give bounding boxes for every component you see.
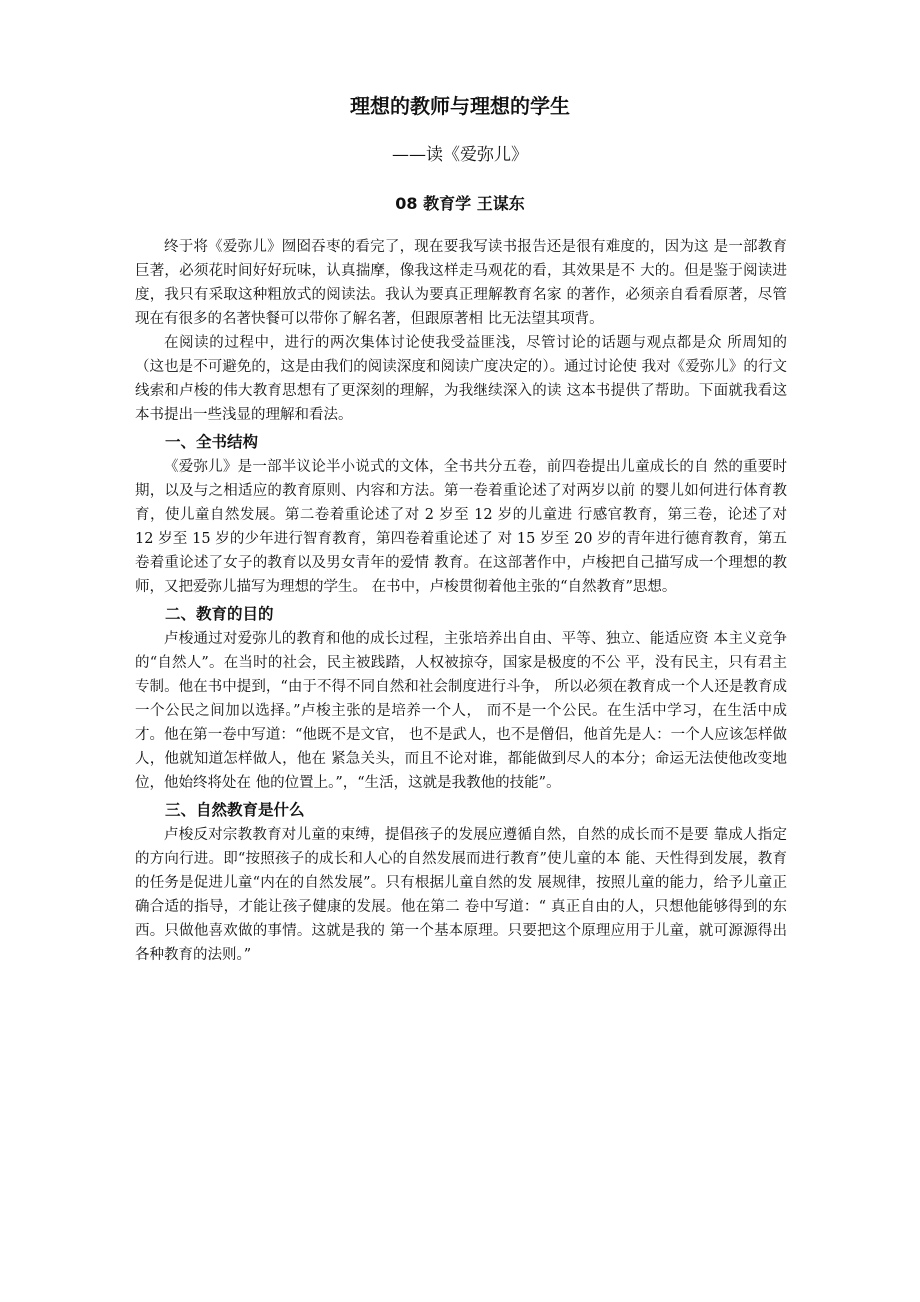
section-heading-structure: 一、全书结构: [165, 433, 259, 451]
section-heading-purpose: 二、教育的目的: [165, 605, 274, 623]
section-paragraph-structure: 《爱弥儿》是一部半议论半小说式的文体，全书共分五卷，前四卷提出儿童成长的自 然的重要时期，以及与之相适应的教育原则、内容和方法。第一卷着重论述了对两岁以前 的婴儿如何进行体育教育，使儿童自然发展。第二卷着重论述了对 2 岁至 12 岁的儿童进 行感官教育，第三卷，论述了对 12 岁至 15 岁的少年进行智育教育，第四卷着重论述了 对 15 岁至 20 岁的青年进行德育教育，第五卷着重论述了女子的教育以及男女青年的爱情 教育。在这部著作中，卢梭把自己描写成一个理想的教师，又把爱弥儿描写为理想的学生。 在书中，卢梭贯彻着他主张的“自然教育”思想。: [135, 459, 787, 595]
document-title: 理想的教师与理想的学生: [350, 94, 570, 118]
document-body: [135, 235, 787, 967]
section-paragraph-natural-education: 卢梭反对宗教教育对儿童的束缚，提倡孩子的发展应遵循自然，自然的成长而不是要 靠成人指定的方向行进。即“按照孩子的成长和人心的自然发展而进行教育”使儿童的本 能、天性得到发展，教育的任务是促进儿童“内在的自然发展”。只有根据儿童自然的发 展规律，按照儿童的能力，给予儿童正确合适的指导，才能让孩子健康的发展。他在第二 卷中写道：“ 真正自由的人，只想他能够得到的东西。只做他喜欢做的事情。这就是我的 第一个基本原理。只要把这个原理应用于儿童，就可源源得出各种教育的法则。”: [135, 827, 787, 963]
author-line: 08 教育学 王谋东: [395, 194, 525, 213]
document-subtitle: ——读《爱弥儿》: [392, 145, 528, 165]
section-heading-natural-education: 三、自然教育是什么: [165, 801, 305, 819]
intro-paragraph-2: 在阅读的过程中，进行的两次集体讨论使我受益匪浅，尽管讨论的话题与观点都是众 所周知的（这也是不可避免的，这是由我们的阅读深度和阅读广度决定的）。通过讨论使 我对《爱弥儿》的行文线索和卢梭的伟大教育思想有了更深刻的理解，为我继续深入的读 这本书提供了帮助。下面就我看这本书提出一些浅显的理解和看法。: [135, 335, 787, 423]
intro-paragraph-1: 终于将《爱弥儿》囫囵吞枣的看完了，现在要我写读书报告还是很有难度的，因为这 是一部教育巨著，必须花时间好好玩味，认真揣摩，像我这样走马观花的看，其效果是不 大的。但是鉴于阅读进度，我只有采取这种粗放式的阅读法。我认为要真正理解教育名家 的著作，必须亲自看看原著，尽管现在有很多的名著快餐可以带你了解名著，但跟原著相 比无法望其项背。: [135, 239, 787, 327]
section-paragraph-purpose: 卢梭通过对爱弥儿的教育和他的成长过程，主张培养出自由、平等、独立、能适应资 本主义竞争的“自然人”。在当时的社会，民主被践踏，人权被掠夺，国家是极度的不公 平，没有民主，只有君主专制。他在书中提到，“由于不得不同自然和社会制度进行斗争， 所以必须在教育成一个人还是教育成一个公民之间加以选择。”卢梭主张的是培养一个人， 而不是一个公民。在生活中学习，在生活中成才。他在第一卷中写道：“他既不是文官， 也不是武人，也不是僧侣，他首先是人：一个人应该怎样做人，他就知道怎样做人，他在 紧急关头，而且不论对谁，都能做到尽人的本分；命运无法使他改变地位，他始终将处在 他的位置上。”，“生活，这就是我教他的技能”。: [135, 631, 787, 791]
